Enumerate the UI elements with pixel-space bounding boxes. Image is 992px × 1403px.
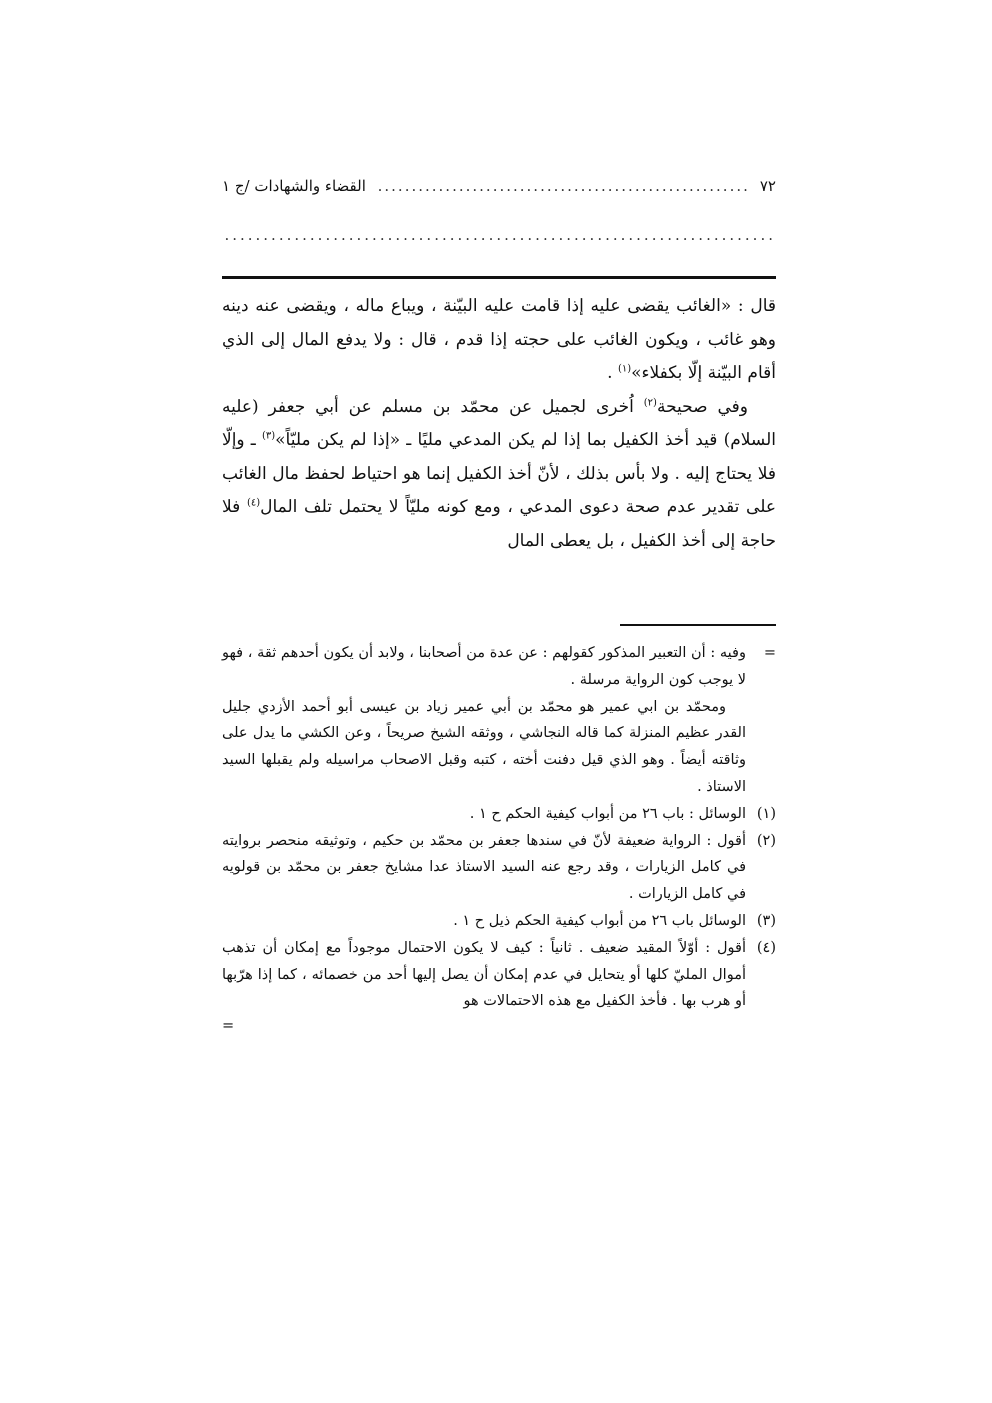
footnote-text: الوسائل : باب ٢٦ من أبواب كيفية الحكم ح ١ . <box>469 805 746 822</box>
trailing-continuation-mark: = <box>222 1018 235 1035</box>
paragraph-1: قال : «الغائب يقضى عليه إذا قامت عليه البيّنة ، ويباع ماله ، ويقضى عنه دينه وهو غائب ، ويكون الغائب على حجته إذا قدم ، قال : ولا يدفع المال إلى الذي أقام البيّنة إلّا بكفلاء»$^{(١)}$ . <box>222 296 776 383</box>
footnote-2 <box>222 828 776 908</box>
footnote-ref-3: (٣) <box>261 430 276 442</box>
footnote-ref-1: (١) <box>617 363 632 375</box>
footnote-rule <box>620 624 776 626</box>
footnotes <box>222 640 776 1037</box>
footnote-ref-2: (٢) <box>643 396 657 408</box>
footnote-text: الوسائل باب ٢٦ من أبواب كيفية الحكم ذيل ح ١ . <box>453 912 746 929</box>
footnote-ref-4: (٤) <box>246 497 261 509</box>
footnote-4 <box>222 935 776 1015</box>
continuation-mark: = <box>763 645 776 661</box>
document-page <box>222 0 776 1403</box>
dotted-separator <box>222 226 776 246</box>
leader-dots <box>376 177 750 195</box>
main-text <box>222 290 776 558</box>
footnote-mark: (٤) <box>756 939 776 956</box>
footnote-3 <box>222 908 776 935</box>
continuation-paragraph: ومحمّد بن ابي عمير هو محمّد بن أبي عمير زياد بن عيسى أبو أحمد الأزدي جليل القدر عظيم المنزلة كما قاله النجاشي ، ووثقه الشيخ صريحاً ، وعن الكشي ما يدل على وثاقته أيضاً . وهو الذي قيل دفنت أخته ، كتبه وقبل الاصحاب مراسيله ولم يقبلها السيد الاستاذ . <box>222 698 746 795</box>
book-title: القضاء والشهادات /ج ١ <box>222 177 366 195</box>
footnote-1 <box>222 801 776 828</box>
paragraph-2: وفي صحيحة$^{(٢)}$ اُخرى لجميل عن محمّد بن مسلم عن أبي جعفر (عليه السلام) قيد أخذ الكفيل بما إذا لم يكن المدعي مليًا ـ «إذا لم يكن مليّاً»$^{(٣)}$ ـ وإلّا فلا يحتاج إليه . ولا بأس بذلك ، لأنّ أخذ الكفيل إنما هو احتياط لحفظ مال الغائب على تقدير عدم صحة دعوى المدعي ، ومع كونه مليّاً لا يحتمل تلف المال$^{(٤)}$ فلا حاجة إلى أخذ الكفيل ، بل يعطى المال <box>222 396 776 551</box>
continuation-text: وفيه : أن التعبير المذكور كقولهم : عن عدة من أصحابنا ، ولابد أن يكون أحدهم ثقة ، فهو لا يوجب كون الرواية مرسلة . <box>222 645 746 688</box>
header-rule <box>222 276 776 279</box>
footnote-continuation <box>222 640 776 694</box>
running-header <box>222 172 776 200</box>
page-number: ٧٢ <box>759 177 776 195</box>
footnote-text: أقول : الرواية ضعيفة لأنّ في سندها جعفر بن محمّد بن حكيم ، وتوثيقه منحصر بروايته في كامل الزيارات ، وقد رجع عنه السيد الاستاذ عدا مشايخ جعفر بن محمّد بن قولويه في كامل الزيارات . <box>222 832 746 903</box>
footnote-text: أقول : أوّلاً المقيد ضعيف . ثانياً : كيف لا يكون الاحتمال موجوداً مع إمكان أن تذهب أموال المليّ كلها أو يتحايل في عدم إمكان أن يصل إليها أحد من خصمائه ، كما إذا هرّبها أو هرب بها . فأخذ الكفيل مع هذه الاحتمالات هو <box>222 939 746 1010</box>
footnote-mark: (٣) <box>756 912 776 929</box>
footnote-mark: (٢) <box>756 832 776 849</box>
footnote-mark: (١) <box>756 805 776 822</box>
